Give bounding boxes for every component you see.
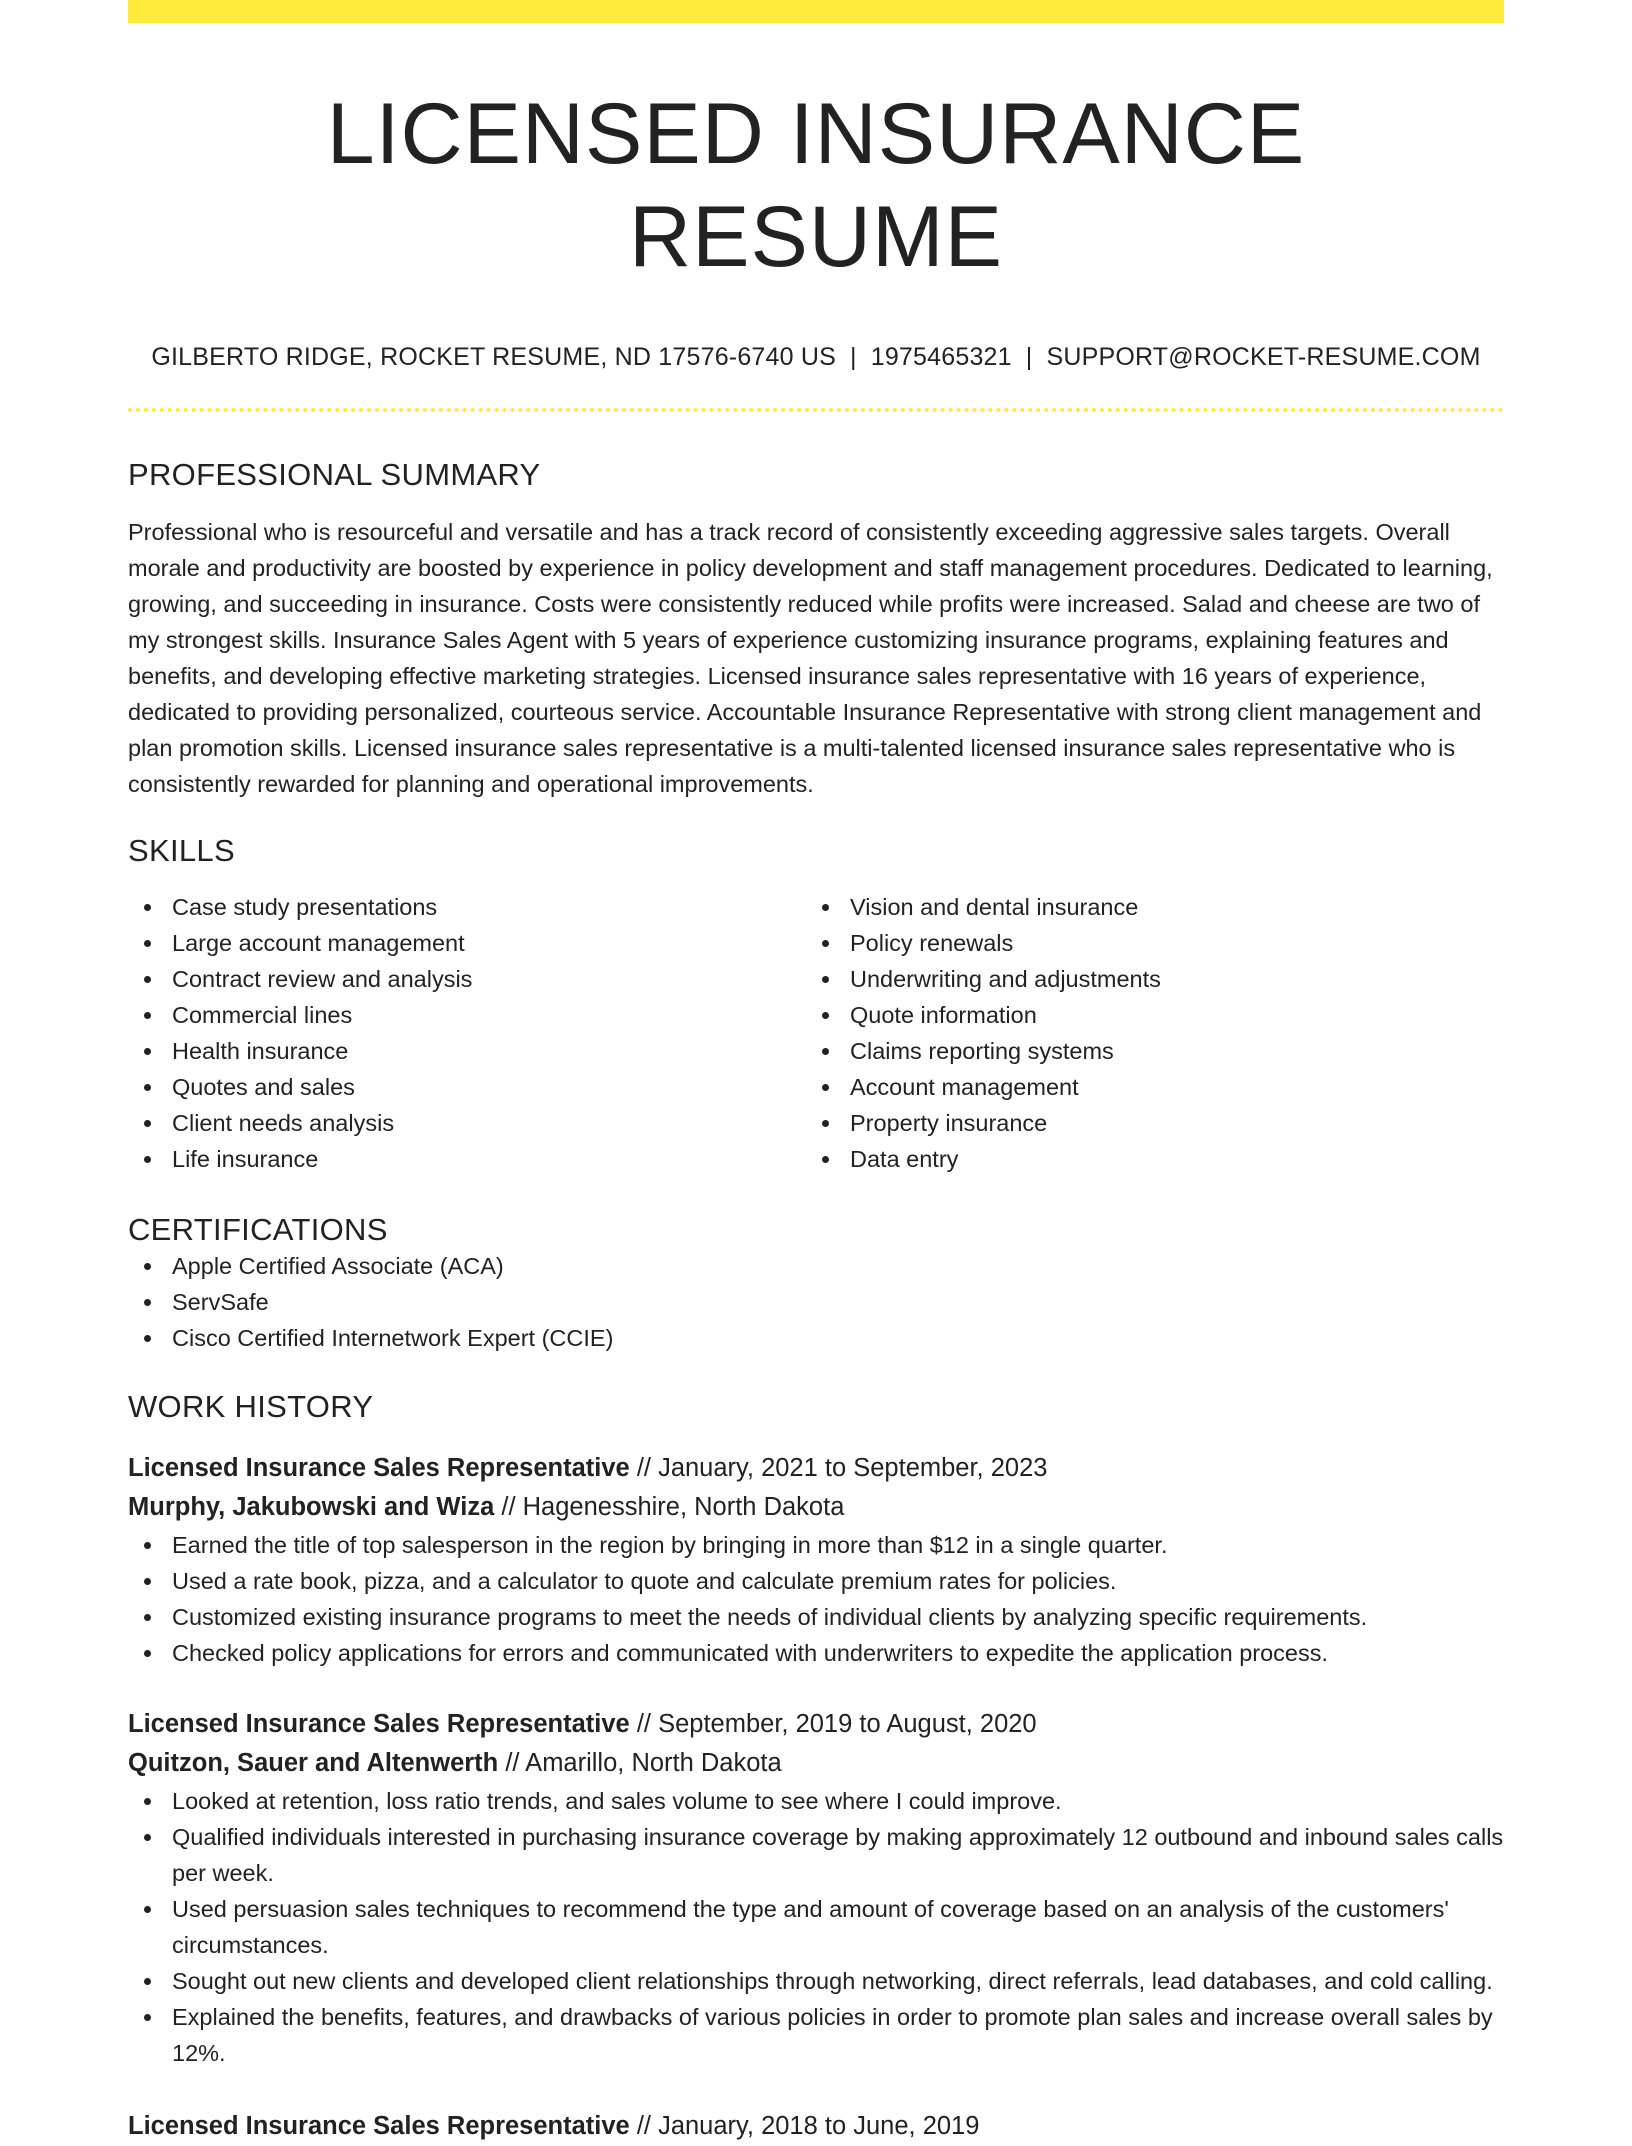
job-bullets <box>128 1783 1504 2071</box>
job-company: Quitzon, Sauer and Altenwerth <box>128 1749 499 1778</box>
job-company-line <box>128 1744 1504 1783</box>
list-item: Vision and dental insurance <box>806 889 1484 925</box>
list-item: ServSafe <box>128 1284 1504 1320</box>
job-entry <box>128 2107 1504 2146</box>
job-dates: // January, 2021 to September, 2023 <box>629 1454 1048 1483</box>
job-role-line <box>128 2107 1504 2146</box>
job-bullets <box>128 1527 1504 1671</box>
list-item: Large account management <box>128 925 806 961</box>
list-item: Contract review and analysis <box>128 961 806 997</box>
list-item: Account management <box>806 1069 1484 1105</box>
list-item: Earned the title of top salesperson in the region by bringing in more than $12 in a single quarter. <box>128 1527 1504 1563</box>
list-item: Customized existing insurance programs to meet the needs of individual clients by analyzing specific requirements. <box>128 1599 1504 1635</box>
job-company-line <box>128 1488 1504 1527</box>
job-dates: // January, 2018 to June, 2019 <box>629 2112 980 2141</box>
list-item: Looked at retention, loss ratio trends, and sales volume to see where I could improve. <box>128 1783 1504 1819</box>
contact-phone: 1975465321 <box>870 343 1012 372</box>
list-item: Explained the benefits, features, and drawbacks of various policies in order to promote plan sales and increase overall sales by 12%. <box>128 1999 1504 2071</box>
list-item: Policy renewals <box>806 925 1484 961</box>
dotted-divider <box>128 408 1504 412</box>
list-item: Claims reporting systems <box>806 1033 1484 1069</box>
list-item: Apple Certified Associate (ACA) <box>128 1248 1504 1284</box>
list-item: Property insurance <box>806 1105 1484 1141</box>
job-role: Licensed Insurance Sales Representative <box>128 2112 630 2141</box>
summary-text: Professional who is resourceful and versatile and has a track record of consistently exceeding aggressive sales targets. Overall morale and productivity are boosted by experience in policy development and staff management procedures. Dedicated to learning, growing, and succeeding in insurance. Costs were consistently reduced while profits were increased. Salad and cheese are two of my strongest skills. Insurance Sales Agent with 5 years of experience customizing insurance programs, explaining features and benefits, and developing effective marketing strategies. Licensed insurance sales representative with 16 years of experience, dedicated to providing personalized, courteous service. Accountable Insurance Representative with strong client management and plan promotion skills. Licensed insurance sales representative is a multi-talented licensed insurance sales representative who is consistently rewarded for planning and operational improvements. <box>128 518 1493 797</box>
contact-separator: | <box>1025 343 1033 372</box>
list-item: Commercial lines <box>128 997 806 1033</box>
section-title-certifications: CERTIFICATIONS <box>128 1211 388 1247</box>
list-item: Sought out new clients and developed client relationships through networking, direct referrals, lead databases, and cold calling. <box>128 1963 1504 1999</box>
job-role-line <box>128 1705 1504 1744</box>
accent-top-bar <box>128 0 1504 23</box>
list-item: Client needs analysis <box>128 1105 806 1141</box>
skills-list-left <box>128 889 806 1177</box>
resume-title: LICENSED INSURANCE RESUME <box>326 86 1306 286</box>
list-item: Underwriting and adjustments <box>806 961 1484 997</box>
contact-separator: | <box>850 343 857 372</box>
contact-line <box>128 342 1504 372</box>
list-item: Health insurance <box>128 1033 806 1069</box>
job-location: // Amarillo, North Dakota <box>498 1749 782 1778</box>
job-role: Licensed Insurance Sales Representative <box>128 1454 630 1483</box>
resume-page <box>128 0 1504 2146</box>
job-location: // Hagenesshire, North Dakota <box>494 1493 845 1522</box>
list-item: Used a rate book, pizza, and a calculator to quote and calculate premium rates for policies. <box>128 1563 1504 1599</box>
job-company: Murphy, Jakubowski and Wiza <box>128 1493 495 1522</box>
list-item: Cisco Certified Internetwork Expert (CCIE) <box>128 1320 1504 1356</box>
list-item: Used persuasion sales techniques to recommend the type and amount of coverage based on an analysis of the customers' circumstances. <box>128 1891 1504 1963</box>
job-entry <box>128 1449 1504 1671</box>
certifications-list <box>128 1248 1504 1356</box>
contact-address: GILBERTO RIDGE, ROCKET RESUME, ND 17576-6740 US <box>151 343 837 372</box>
job-dates: // September, 2019 to August, 2020 <box>629 1710 1037 1739</box>
job-role: Licensed Insurance Sales Representative <box>128 1710 630 1739</box>
skills-list-right <box>806 889 1484 1177</box>
list-item: Data entry <box>806 1141 1484 1177</box>
contact-email: SUPPORT@ROCKET-RESUME.COM <box>1046 343 1481 372</box>
job-role-line <box>128 1449 1504 1488</box>
list-item: Quotes and sales <box>128 1069 806 1105</box>
skills-grid <box>128 889 1504 1177</box>
job-entry <box>128 1705 1504 2071</box>
section-title-work-history: WORK HISTORY <box>128 1388 374 1424</box>
list-item: Qualified individuals interested in purchasing insurance coverage by making approximately 12 outbound and inbound sales calls per week. <box>128 1819 1504 1891</box>
section-title-skills: SKILLS <box>128 832 235 868</box>
list-item: Case study presentations <box>128 889 806 925</box>
section-title-summary: PROFESSIONAL SUMMARY <box>128 457 541 493</box>
list-item: Quote information <box>806 997 1484 1033</box>
list-item: Checked policy applications for errors and communicated with underwriters to expedite the application process. <box>128 1635 1504 1671</box>
list-item: Life insurance <box>128 1141 806 1177</box>
